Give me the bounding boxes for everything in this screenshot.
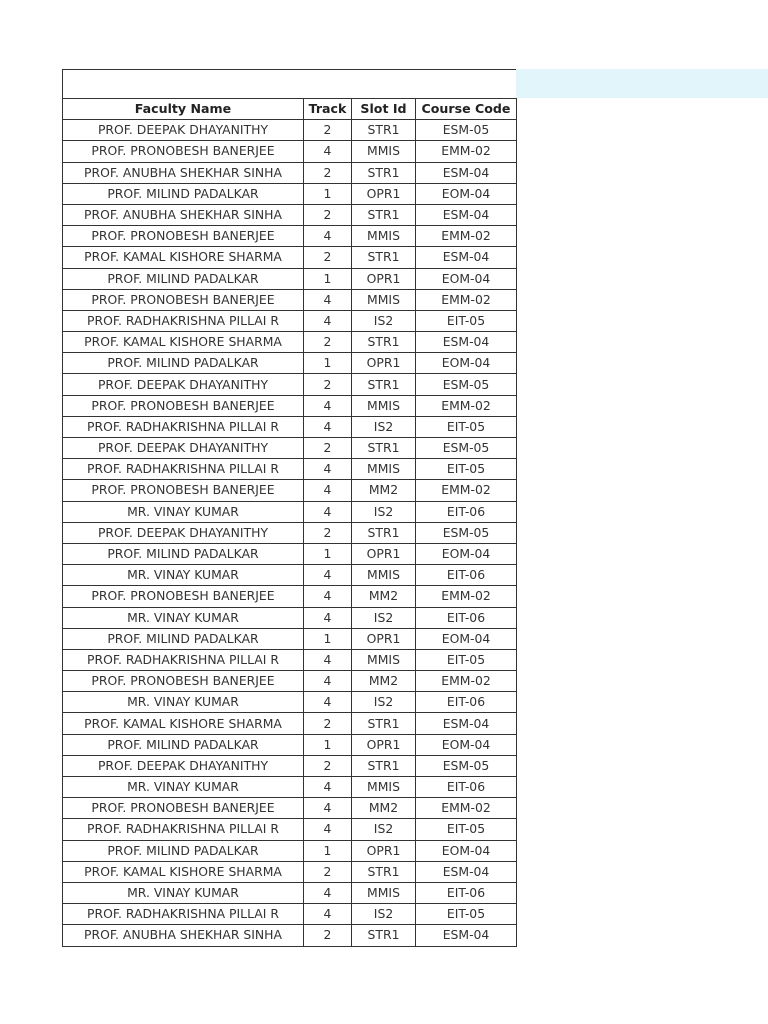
table-row xyxy=(63,543,517,564)
course-code-cell[interactable]: EIT-06 xyxy=(416,565,517,586)
slot-id-cell[interactable]: MMIS xyxy=(352,289,416,310)
course-code-cell[interactable]: EOM-04 xyxy=(416,734,517,755)
faculty-name-cell[interactable]: PROF. KAMAL KISHORE SHARMA xyxy=(63,861,304,882)
track-cell[interactable]: 2 xyxy=(304,861,352,882)
track-cell[interactable]: 2 xyxy=(304,332,352,353)
faculty-name-cell[interactable]: PROF. MILIND PADALKAR xyxy=(63,543,304,564)
table-row xyxy=(63,438,517,459)
track-cell[interactable]: 4 xyxy=(304,777,352,798)
track-cell[interactable]: 4 xyxy=(304,904,352,925)
slot-id-cell[interactable]: IS2 xyxy=(352,310,416,331)
course-code-cell[interactable]: EMM-02 xyxy=(416,395,517,416)
course-code-cell[interactable]: EOM-04 xyxy=(416,268,517,289)
slot-id-cell[interactable]: OPR1 xyxy=(352,628,416,649)
faculty-name-cell[interactable]: MR. VINAY KUMAR xyxy=(63,607,304,628)
course-code-cell[interactable]: ESM-04 xyxy=(416,204,517,225)
table-row xyxy=(63,374,517,395)
faculty-name-cell[interactable]: PROF. MILIND PADALKAR xyxy=(63,353,304,374)
course-code-cell[interactable]: EOM-04 xyxy=(416,628,517,649)
track-cell[interactable]: 2 xyxy=(304,438,352,459)
course-code-cell[interactable]: ESM-05 xyxy=(416,755,517,776)
track-cell[interactable]: 2 xyxy=(304,522,352,543)
slot-id-cell[interactable]: MMIS xyxy=(352,395,416,416)
faculty-name-cell[interactable]: PROF. ANUBHA SHEKHAR SINHA xyxy=(63,925,304,946)
faculty-name-cell[interactable]: PROF. MILIND PADALKAR xyxy=(63,268,304,289)
faculty-name-cell[interactable]: MR. VINAY KUMAR xyxy=(63,501,304,522)
slot-id-cell[interactable]: STR1 xyxy=(352,162,416,183)
header-slot-id[interactable]: Slot Id xyxy=(352,99,416,120)
slot-id-cell[interactable]: STR1 xyxy=(352,713,416,734)
course-code-cell[interactable]: EOM-04 xyxy=(416,353,517,374)
slot-id-cell[interactable]: MMIS xyxy=(352,882,416,903)
slot-id-cell[interactable]: OPR1 xyxy=(352,734,416,755)
faculty-name-cell[interactable]: PROF. MILIND PADALKAR xyxy=(63,840,304,861)
faculty-name-cell[interactable]: PROF. RADHAKRISHNA PILLAI R xyxy=(63,416,304,437)
course-code-cell[interactable]: EIT-05 xyxy=(416,819,517,840)
faculty-name-cell[interactable]: PROF. PRONOBESH BANERJEE xyxy=(63,798,304,819)
course-code-cell[interactable]: ESM-04 xyxy=(416,247,517,268)
faculty-name-cell[interactable]: MR. VINAY KUMAR xyxy=(63,882,304,903)
faculty-name-cell[interactable]: PROF. DEEPAK DHAYANITHY xyxy=(63,438,304,459)
table-row xyxy=(63,904,517,925)
slot-id-cell[interactable]: OPR1 xyxy=(352,840,416,861)
table-row xyxy=(63,204,517,225)
slot-id-cell[interactable]: MMIS xyxy=(352,459,416,480)
course-code-cell[interactable]: EMM-02 xyxy=(416,671,517,692)
faculty-name-cell[interactable]: PROF. RADHAKRISHNA PILLAI R xyxy=(63,819,304,840)
table-row xyxy=(63,565,517,586)
table-row xyxy=(63,501,517,522)
faculty-name-cell[interactable]: PROF. MILIND PADALKAR xyxy=(63,183,304,204)
table-row xyxy=(63,607,517,628)
slot-id-cell[interactable]: STR1 xyxy=(352,374,416,395)
slot-id-cell[interactable]: OPR1 xyxy=(352,268,416,289)
faculty-name-cell[interactable]: PROF. ANUBHA SHEKHAR SINHA xyxy=(63,162,304,183)
table-row xyxy=(63,480,517,501)
slot-id-cell[interactable]: STR1 xyxy=(352,247,416,268)
table-row xyxy=(63,522,517,543)
table-row xyxy=(63,882,517,903)
table-row xyxy=(63,755,517,776)
faculty-name-cell[interactable]: PROF. PRONOBESH BANERJEE xyxy=(63,480,304,501)
slot-id-cell[interactable]: STR1 xyxy=(352,204,416,225)
course-code-cell[interactable]: ESM-04 xyxy=(416,162,517,183)
course-code-cell[interactable]: EOM-04 xyxy=(416,543,517,564)
table-row xyxy=(63,332,517,353)
slot-id-cell[interactable]: IS2 xyxy=(352,692,416,713)
course-code-cell[interactable]: EOM-04 xyxy=(416,840,517,861)
course-code-cell[interactable]: EMM-02 xyxy=(416,480,517,501)
track-cell[interactable]: 4 xyxy=(304,480,352,501)
slot-id-cell[interactable]: MM2 xyxy=(352,586,416,607)
table-row xyxy=(63,734,517,755)
track-cell[interactable]: 2 xyxy=(304,247,352,268)
track-cell[interactable]: 2 xyxy=(304,204,352,225)
course-code-cell[interactable]: EIT-05 xyxy=(416,459,517,480)
faculty-name-cell[interactable]: PROF. ANUBHA SHEKHAR SINHA xyxy=(63,204,304,225)
track-cell[interactable]: 2 xyxy=(304,755,352,776)
track-cell[interactable]: 4 xyxy=(304,459,352,480)
slot-id-cell[interactable]: MM2 xyxy=(352,671,416,692)
track-cell[interactable]: 4 xyxy=(304,395,352,416)
slot-id-cell[interactable]: STR1 xyxy=(352,861,416,882)
faculty-name-cell[interactable]: PROF. PRONOBESH BANERJEE xyxy=(63,671,304,692)
course-code-cell[interactable]: EMM-02 xyxy=(416,798,517,819)
header-course-code[interactable]: Course Code xyxy=(416,99,517,120)
track-cell[interactable]: 4 xyxy=(304,819,352,840)
track-cell[interactable]: 4 xyxy=(304,565,352,586)
table-row xyxy=(63,353,517,374)
track-cell[interactable]: 4 xyxy=(304,586,352,607)
faculty-name-cell[interactable]: PROF. KAMAL KISHORE SHARMA xyxy=(63,713,304,734)
slot-id-cell[interactable]: MMIS xyxy=(352,777,416,798)
faculty-name-cell[interactable]: PROF. MILIND PADALKAR xyxy=(63,628,304,649)
table-row xyxy=(63,628,517,649)
header-row xyxy=(63,99,517,120)
table-row xyxy=(63,649,517,670)
table-row xyxy=(63,289,517,310)
track-cell[interactable]: 4 xyxy=(304,289,352,310)
course-code-cell[interactable]: ESM-05 xyxy=(416,374,517,395)
faculty-name-cell[interactable]: PROF. RADHAKRISHNA PILLAI R xyxy=(63,904,304,925)
faculty-name-cell[interactable]: PROF. MILIND PADALKAR xyxy=(63,734,304,755)
table-row xyxy=(63,692,517,713)
course-code-cell[interactable]: EOM-04 xyxy=(416,183,517,204)
faculty-name-cell[interactable]: PROF. PRONOBESH BANERJEE xyxy=(63,586,304,607)
course-code-cell[interactable]: EIT-05 xyxy=(416,416,517,437)
slot-id-cell[interactable]: OPR1 xyxy=(352,183,416,204)
faculty-name-cell[interactable]: PROF. DEEPAK DHAYANITHY xyxy=(63,755,304,776)
table-row xyxy=(63,162,517,183)
track-cell[interactable]: 2 xyxy=(304,374,352,395)
faculty-name-cell[interactable]: MR. VINAY KUMAR xyxy=(63,777,304,798)
slot-id-cell[interactable]: STR1 xyxy=(352,332,416,353)
faculty-name-cell[interactable]: PROF. PRONOBESH BANERJEE xyxy=(63,289,304,310)
faculty-name-cell[interactable]: PROF. KAMAL KISHORE SHARMA xyxy=(63,247,304,268)
track-cell[interactable]: 4 xyxy=(304,310,352,331)
track-cell[interactable]: 2 xyxy=(304,120,352,141)
table-row xyxy=(63,671,517,692)
title-cell[interactable] xyxy=(62,69,516,98)
slot-id-cell[interactable]: OPR1 xyxy=(352,543,416,564)
table-row xyxy=(63,777,517,798)
track-cell[interactable]: 1 xyxy=(304,543,352,564)
track-cell[interactable]: 2 xyxy=(304,925,352,946)
course-code-cell[interactable]: EMM-02 xyxy=(416,141,517,162)
slot-id-cell[interactable]: STR1 xyxy=(352,120,416,141)
table-row xyxy=(63,310,517,331)
faculty-name-cell[interactable]: PROF. DEEPAK DHAYANITHY xyxy=(63,522,304,543)
slot-id-cell[interactable]: IS2 xyxy=(352,607,416,628)
track-cell[interactable]: 4 xyxy=(304,692,352,713)
table-row xyxy=(63,798,517,819)
table-row xyxy=(63,819,517,840)
track-cell[interactable]: 1 xyxy=(304,628,352,649)
slot-id-cell[interactable]: STR1 xyxy=(352,438,416,459)
table-row xyxy=(63,586,517,607)
faculty-name-cell[interactable]: PROF. RADHAKRISHNA PILLAI R xyxy=(63,649,304,670)
course-code-cell[interactable]: EIT-06 xyxy=(416,692,517,713)
table-row xyxy=(63,247,517,268)
title-band xyxy=(62,69,768,98)
course-code-cell[interactable]: EMM-02 xyxy=(416,586,517,607)
track-cell[interactable]: 4 xyxy=(304,649,352,670)
table-row xyxy=(63,395,517,416)
course-code-cell[interactable]: ESM-04 xyxy=(416,861,517,882)
track-cell[interactable]: 4 xyxy=(304,798,352,819)
slot-id-cell[interactable]: MM2 xyxy=(352,798,416,819)
track-cell[interactable]: 1 xyxy=(304,840,352,861)
table-row xyxy=(63,459,517,480)
course-code-cell[interactable]: ESM-05 xyxy=(416,120,517,141)
table-row xyxy=(63,416,517,437)
table-row xyxy=(63,268,517,289)
course-code-cell[interactable]: ESM-04 xyxy=(416,925,517,946)
table-row xyxy=(63,840,517,861)
slot-id-cell[interactable]: MM2 xyxy=(352,480,416,501)
track-cell[interactable]: 2 xyxy=(304,713,352,734)
table-body xyxy=(63,120,517,946)
track-cell[interactable]: 4 xyxy=(304,671,352,692)
track-cell[interactable]: 4 xyxy=(304,141,352,162)
course-code-cell[interactable]: EIT-05 xyxy=(416,649,517,670)
course-code-cell[interactable]: EIT-06 xyxy=(416,501,517,522)
track-cell[interactable]: 1 xyxy=(304,353,352,374)
table-row xyxy=(63,861,517,882)
faculty-name-cell[interactable]: PROF. PRONOBESH BANERJEE xyxy=(63,395,304,416)
track-cell[interactable]: 1 xyxy=(304,183,352,204)
track-cell[interactable]: 4 xyxy=(304,501,352,522)
faculty-name-cell[interactable]: PROF. PRONOBESH BANERJEE xyxy=(63,226,304,247)
table-row xyxy=(63,141,517,162)
course-code-cell[interactable]: EIT-05 xyxy=(416,904,517,925)
course-code-cell[interactable]: ESM-05 xyxy=(416,522,517,543)
slot-id-cell[interactable]: OPR1 xyxy=(352,353,416,374)
slot-id-cell[interactable]: MMIS xyxy=(352,141,416,162)
table-row xyxy=(63,713,517,734)
faculty-name-cell[interactable]: PROF. RADHAKRISHNA PILLAI R xyxy=(63,310,304,331)
slot-id-cell[interactable]: STR1 xyxy=(352,755,416,776)
track-cell[interactable]: 1 xyxy=(304,734,352,755)
course-code-cell[interactable]: EIT-05 xyxy=(416,310,517,331)
faculty-name-cell[interactable]: PROF. RADHAKRISHNA PILLAI R xyxy=(63,459,304,480)
course-code-cell[interactable]: EMM-02 xyxy=(416,289,517,310)
faculty-name-cell[interactable]: MR. VINAY KUMAR xyxy=(63,565,304,586)
course-code-cell[interactable]: EIT-06 xyxy=(416,607,517,628)
course-code-cell[interactable]: ESM-05 xyxy=(416,438,517,459)
slot-id-cell[interactable]: IS2 xyxy=(352,904,416,925)
table-row xyxy=(63,183,517,204)
header-faculty-name[interactable]: Faculty Name xyxy=(63,99,304,120)
faculty-name-cell[interactable]: PROF. DEEPAK DHAYANITHY xyxy=(63,374,304,395)
slot-id-cell[interactable]: IS2 xyxy=(352,416,416,437)
faculty-name-cell[interactable]: PROF. KAMAL KISHORE SHARMA xyxy=(63,332,304,353)
course-code-cell[interactable]: ESM-04 xyxy=(416,713,517,734)
slot-id-cell[interactable]: MMIS xyxy=(352,226,416,247)
slot-id-cell[interactable]: IS2 xyxy=(352,501,416,522)
track-cell[interactable]: 4 xyxy=(304,416,352,437)
table-row xyxy=(63,120,517,141)
table-row xyxy=(63,226,517,247)
course-code-cell[interactable]: EIT-06 xyxy=(416,882,517,903)
faculty-name-cell[interactable]: MR. VINAY KUMAR xyxy=(63,692,304,713)
track-cell[interactable]: 2 xyxy=(304,162,352,183)
faculty-name-cell[interactable]: PROF. PRONOBESH BANERJEE xyxy=(63,141,304,162)
faculty-table xyxy=(62,98,517,947)
slot-id-cell[interactable]: IS2 xyxy=(352,819,416,840)
slot-id-cell[interactable]: MMIS xyxy=(352,565,416,586)
table-row xyxy=(63,925,517,946)
course-code-cell[interactable]: EIT-06 xyxy=(416,777,517,798)
header-track[interactable]: Track xyxy=(304,99,352,120)
course-code-cell[interactable]: EMM-02 xyxy=(416,226,517,247)
title-fill-cell[interactable] xyxy=(516,69,768,98)
track-cell[interactable]: 1 xyxy=(304,268,352,289)
faculty-name-cell[interactable]: PROF. DEEPAK DHAYANITHY xyxy=(63,120,304,141)
track-cell[interactable]: 4 xyxy=(304,226,352,247)
slot-id-cell[interactable]: STR1 xyxy=(352,925,416,946)
slot-id-cell[interactable]: MMIS xyxy=(352,649,416,670)
slot-id-cell[interactable]: STR1 xyxy=(352,522,416,543)
track-cell[interactable]: 4 xyxy=(304,882,352,903)
track-cell[interactable]: 4 xyxy=(304,607,352,628)
course-code-cell[interactable]: ESM-04 xyxy=(416,332,517,353)
